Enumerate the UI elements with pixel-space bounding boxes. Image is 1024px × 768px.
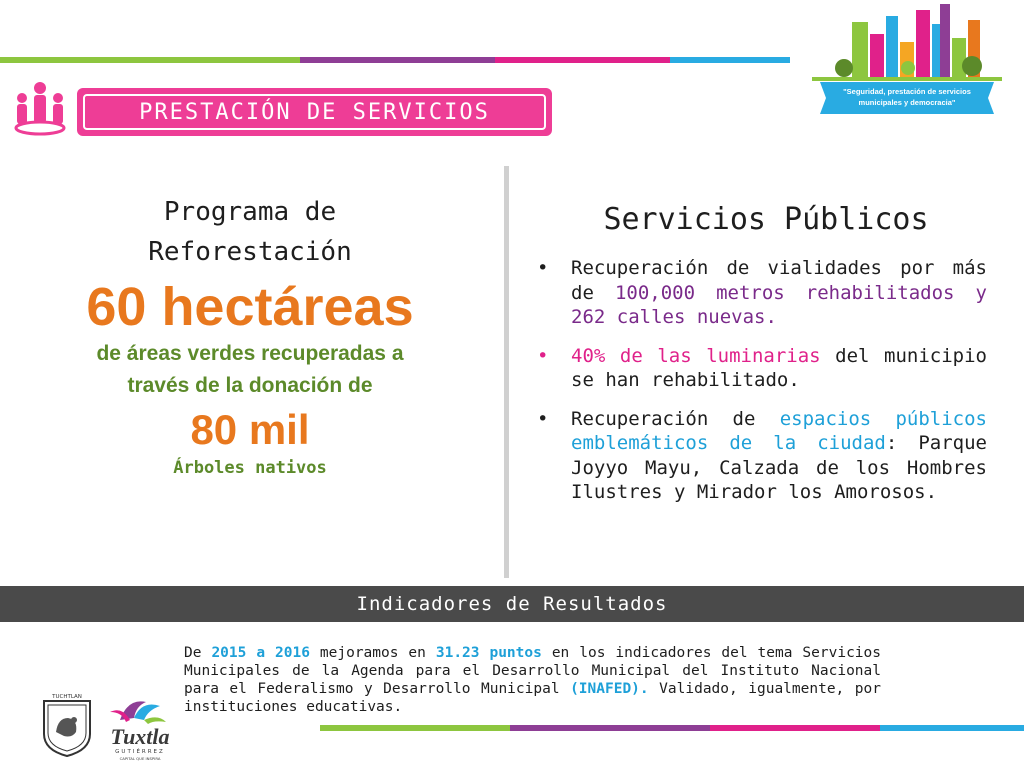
stripe-green — [0, 57, 300, 63]
campaign-logo-line2: municipales y democracia" — [858, 98, 956, 107]
trees-figure: 80 mil — [190, 406, 310, 453]
green-areas-line1: de áreas verdes recuperadas a — [96, 342, 404, 365]
services-list — [535, 256, 987, 505]
hectares-figure: 60 hectáreas — [86, 277, 414, 337]
indicators-banner — [0, 586, 1024, 622]
stripe-purple — [510, 725, 710, 731]
program-title-line1: Programa de — [163, 197, 337, 227]
section-header — [77, 88, 552, 136]
list-item: • 40% de las luminarias del municipio se han rehabilitado. — [535, 344, 987, 393]
tuxtla-logo — [100, 690, 180, 762]
stripe-cyan — [670, 57, 790, 63]
column-divider — [504, 166, 509, 578]
indicators-title: Indicadores de Resultados — [356, 593, 668, 615]
top-color-stripe — [0, 57, 790, 63]
tuxtla-subtitle: GUTIÉRREZ — [115, 749, 165, 755]
tuxtla-wordmark: Tuxtla — [110, 724, 170, 749]
stripe-pink — [710, 725, 880, 731]
list-item: • Recuperación de vialidades por más de 100,000 metros rehabilitados y 262 calles nuevas. — [535, 256, 987, 330]
stripe-cyan — [880, 725, 1024, 731]
stripe-purple — [300, 57, 495, 63]
public-services-title: Servicios Públicos — [603, 202, 929, 237]
reforestation-panel — [60, 192, 440, 480]
native-trees-label: Árboles nativos — [173, 458, 327, 478]
stripe-pink — [495, 57, 670, 63]
section-header-title: PRESTACIÓN DE SERVICIOS — [83, 94, 546, 130]
list-item: • Recuperación de espacios públicos emblemáticos de la ciudad: Parque Joyyo Mayu, Calzada de los Hombres Ilustres y Mirador los Amorosos. — [535, 407, 987, 505]
tuchtlan-crest-icon — [38, 692, 96, 758]
tuxtla-tagline: CAPITAL QUE INSPIRA — [119, 756, 161, 761]
people-group-icon — [10, 80, 70, 136]
stripe-green — [320, 725, 510, 731]
crest-label: TUCHTLAN — [52, 694, 82, 700]
program-title-line2: Reforestación — [148, 237, 352, 267]
public-services-panel — [535, 200, 987, 586]
bottom-color-stripe — [320, 725, 1024, 731]
campaign-logo-line1: "Seguridad, prestación de servicios — [843, 87, 971, 96]
results-paragraph: De 2015 a 2016 mejoramos en 31.23 puntos en los indicadores del tema Servicios Municipales de la Agenda para el Desarrollo Municipal del Instituto Nacional para el Federalismo y Desarrollo Municipal (INAFED). Validado, igualmente, por instituciones educativas. — [184, 645, 881, 715]
green-areas-line2: través de la donación de — [127, 374, 373, 397]
campaign-city-logo — [812, 2, 1002, 118]
